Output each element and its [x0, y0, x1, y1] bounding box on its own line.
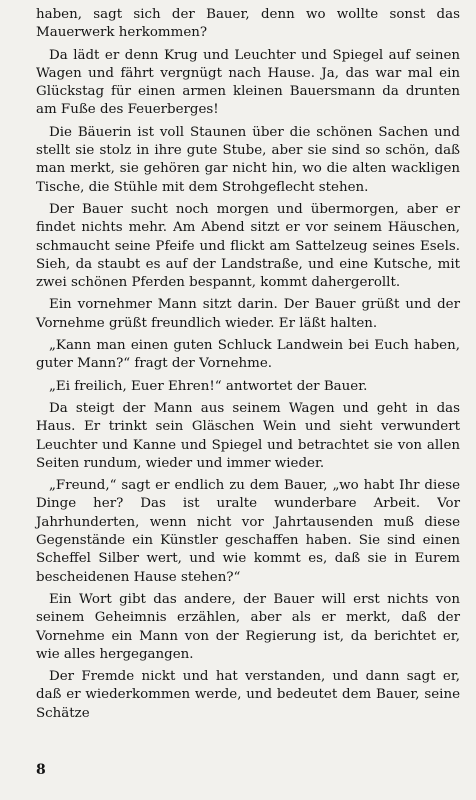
- paragraph: Ein vornehmer Mann sitzt darin. Der Bauer grüßt und der Vornehme grüßt freundlich wieder. Er läßt halten.: [36, 297, 460, 331]
- paragraph: haben, sagt sich der Bauer, denn wo wollte sonst das Mauerwerk herkommen?: [36, 7, 460, 41]
- paragraph: „Freund,“ sagt er endlich zu dem Bauer, „wo habt Ihr diese Dinge her? Das ist uralte wunderbare Arbeit. Vor Jahrhunderten, wenn nicht vor Jahrtausenden muß diese Gegenstände ein Künstler geschaffen haben. Sie sind einen Scheffel Silber wert, und wie kommt es, daß sie in Eurem bescheidenen Hause stehen?“: [36, 478, 460, 585]
- paragraph: „Kann man einen guten Schluck Landwein bei Euch haben, guter Mann?“ fragt der Vornehme.: [36, 338, 460, 372]
- body-text: [36, 6, 460, 723]
- paragraph: „Ei freilich, Euer Ehren!“ antwortet der Bauer.: [49, 378, 368, 394]
- paragraph: Da lädt er denn Krug und Leuchter und Spiegel auf seinen Wagen und fährt vergnügt nach Hause. Ja, das war mal ein Glückstag für einen armen kleinen Bauersmann da drunten am Fuße des Feuerberges!: [36, 47, 460, 118]
- paragraph: Der Bauer sucht noch morgen und übermorgen, aber er findet nichts mehr. Am Abend sitzt er vor seinem Häuschen, schmaucht seine Pfeife und flickt am Sattelzeug seines Esels. Sieh, da staubt es auf der Landstraße, und eine Kutsche, mit zwei schönen Pferden bespannt, kommt dahergerollt.: [36, 201, 460, 291]
- page-number: 8: [36, 762, 46, 778]
- paragraph: Ein Wort gibt das andere, der Bauer will erst nichts von seinem Geheimnis erzählen, aber als er merkt, daß der Vornehme ein Mann von der Regierung ist, da berichtet er, wie alles hergegangen.: [36, 591, 460, 662]
- paragraph: Die Bäuerin ist voll Staunen über die schönen Sachen und stellt sie stolz in ihre gute Stube, aber sie sind so schön, daß man merkt, sie gehören gar nicht hin, wo die alten wackligen Tische, die Stühle mit dem Strohgeflecht stehen.: [36, 124, 460, 195]
- paragraph: Der Fremde nickt und hat verstanden, und dann sagt er, daß er wiederkommen werde, und bedeutet dem Bauer, seine Schätze: [36, 669, 460, 721]
- paragraph: Da steigt der Mann aus seinem Wagen und geht in das Haus. Er trinkt sein Gläschen Wein und sieht verwundert Leuchter und Kanne und Spiegel und betrachtet sie von allen Seiten rundum, wieder und immer wieder.: [36, 400, 460, 471]
